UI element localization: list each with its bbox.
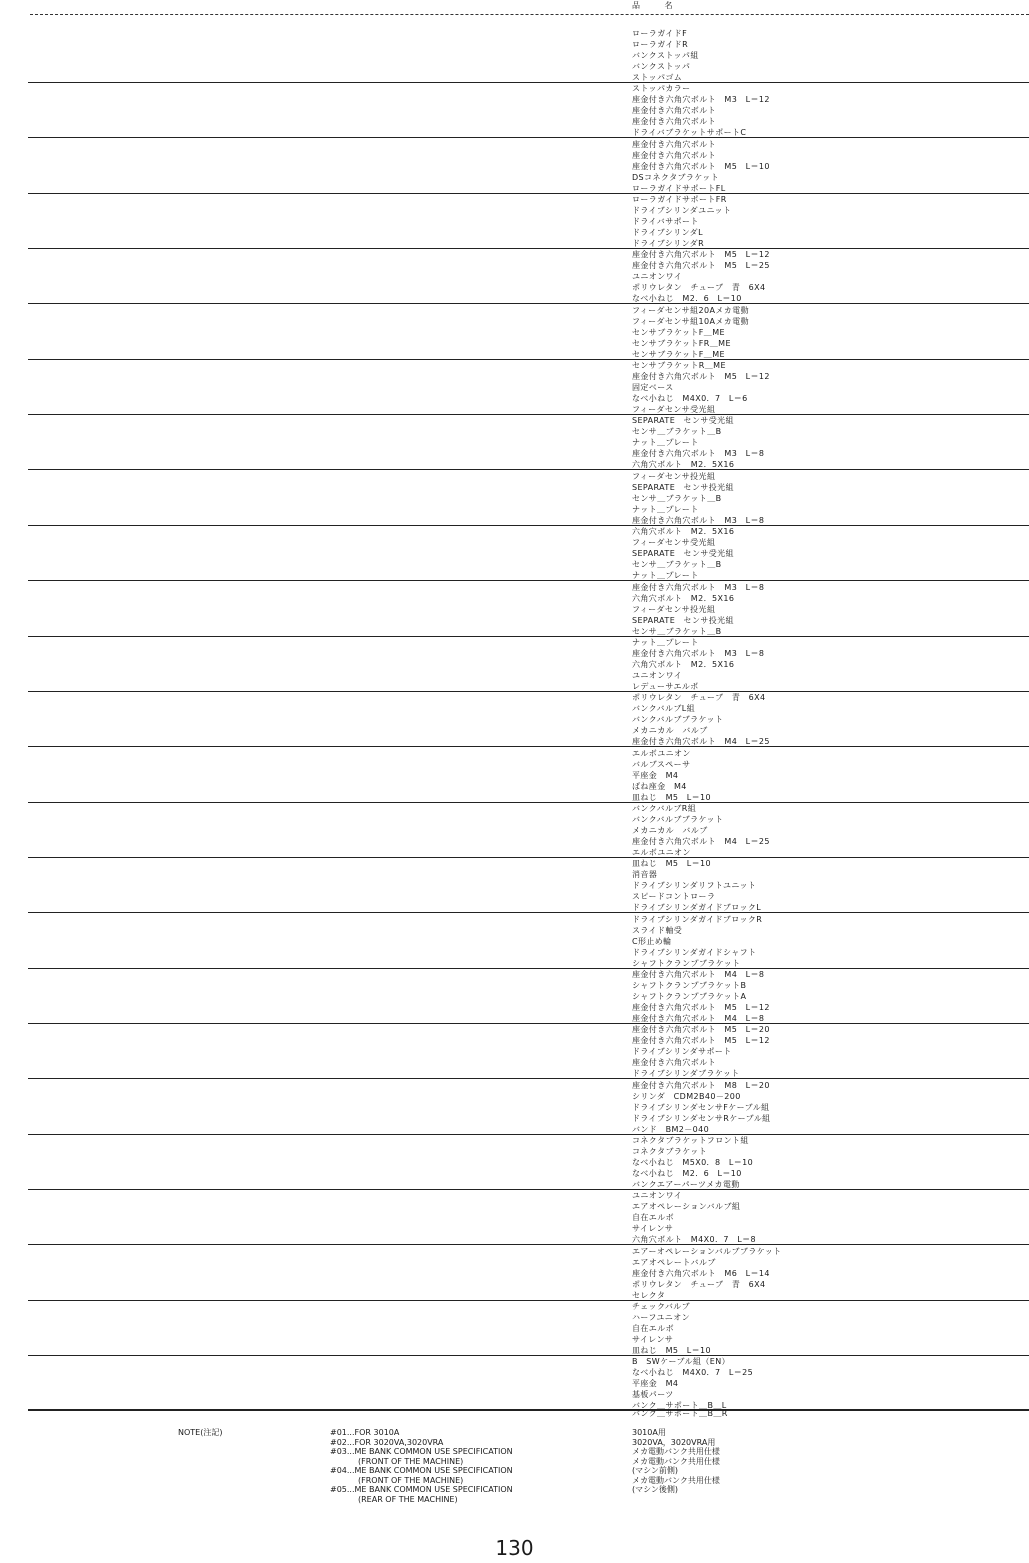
part-name: ユニオンワイ xyxy=(632,671,683,680)
part-name: ドライブシリンダセンサRケーブル組 xyxy=(632,1114,771,1123)
part-name: レデューサエルボ xyxy=(632,682,699,691)
part-name: メカニカル バルブ xyxy=(632,726,708,735)
part-name: ナット＿プレート xyxy=(632,505,699,514)
column-header-part-name: 品 名 xyxy=(632,1,684,10)
note-code-line: (REAR OF THE MACHINE) xyxy=(358,1494,458,1504)
part-name: バンド BM2－040 xyxy=(632,1125,710,1134)
part-name: センサブラケットF＿ME xyxy=(632,328,725,337)
part-name: スピードコントローラ xyxy=(632,892,716,901)
note-code-line: #02...FOR 3020VA,3020VRA xyxy=(330,1437,444,1447)
note-code-line: (FRONT OF THE MACHINE) xyxy=(358,1475,464,1485)
part-name: 平座金 M4 xyxy=(632,771,679,780)
part-name: ばね座金 M4 xyxy=(632,782,687,791)
part-name: センサブラケットF＿ME xyxy=(632,350,725,359)
parts-group xyxy=(28,29,1029,137)
parts-group xyxy=(28,970,1029,1078)
part-name: バンクエアーパーツメカ電動 xyxy=(632,1180,740,1189)
part-name: バンク＿サポート＿B＿L xyxy=(632,1401,727,1410)
part-name: シャフトクランプブラケットB xyxy=(632,981,747,990)
parts-group xyxy=(28,693,1029,801)
part-name: センサ＿ブラケット＿B xyxy=(632,627,722,636)
part-name: ナット＿プレート xyxy=(632,638,699,647)
part-name: 六角穴ボルト M2．5X16 xyxy=(632,460,735,469)
parts-group xyxy=(28,1191,1029,1299)
part-name: ポリウレタン チューブ 青 6X4 xyxy=(632,283,766,292)
part-name: ドライブシリンダユニット xyxy=(632,206,732,215)
parts-group xyxy=(28,583,1029,691)
part-name: バンクバルブR組 xyxy=(632,804,697,813)
part-name: ポリウレタン チューブ 青 6X4 xyxy=(632,1280,766,1289)
part-name: エアオペレーションバルブ組 xyxy=(632,1202,741,1211)
part-name: ドライブシリンダセンサFケーブル組 xyxy=(632,1103,770,1112)
part-name: エアーオペレーションバルブブラケット xyxy=(632,1247,782,1256)
part-name: ローラガイドサポートFL xyxy=(632,184,726,193)
parts-group xyxy=(28,361,1029,469)
part-name: SEPARATE センサ受光組 xyxy=(632,416,734,425)
parts-group xyxy=(28,749,1029,857)
part-name: 座金付き六角穴ボルト xyxy=(632,117,716,126)
part-name: ストッパカラー xyxy=(632,84,691,93)
part-name: ポリウレタン チューブ 青 6X4 xyxy=(632,693,766,702)
part-name: 平座金 M4 xyxy=(632,1379,679,1388)
parts-group xyxy=(28,915,1029,1023)
part-name: センサブラケットFR＿ME xyxy=(632,339,731,348)
part-name: シャフトクランプブラケット xyxy=(632,959,741,968)
part-name: バンクバルブL組 xyxy=(632,704,696,713)
part-name: なべ小ねじ M2．6 L＝10 xyxy=(632,294,742,303)
part-name: SEPARATE センサ投光組 xyxy=(632,483,734,492)
part-name: ナット＿プレート xyxy=(632,571,699,580)
page-number: 130 xyxy=(495,1536,534,1560)
part-name: ドライブシリンダガイドシャフト xyxy=(632,948,757,957)
part-name: 六角穴ボルト M2．5X16 xyxy=(632,594,735,603)
note-label: NOTE(注記) xyxy=(178,1428,223,1437)
part-name: B SWケーブル組（EN） xyxy=(632,1357,730,1366)
part-name: エルボユニオン xyxy=(632,848,691,857)
part-name: フィーダセンサ受光組 xyxy=(632,405,716,414)
part-name: ユニオンワイ xyxy=(632,1191,683,1200)
part-name: バンクバルブブラケット xyxy=(632,715,724,724)
part-name: 皿ねじ M5 L＝10 xyxy=(632,859,712,868)
part-name: フィーダセンサ組20Aメカ電動 xyxy=(632,306,750,315)
part-name: ドライバサポート xyxy=(632,217,699,226)
part-name: 自在エルボ xyxy=(632,1213,674,1222)
part-name: 皿ねじ M5 L＝10 xyxy=(632,793,712,802)
part-name: ストッパゴム xyxy=(632,73,683,82)
part-name: 六角穴ボルト M4X0．7 L＝8 xyxy=(632,1235,756,1244)
part-name: 座金付き六角穴ボルト M3 L＝12 xyxy=(632,95,770,104)
part-name: ナット＿プレート xyxy=(632,438,699,447)
part-name: 固定ベース xyxy=(632,383,674,392)
part-name: 座金付き六角穴ボルト M3 L＝8 xyxy=(632,449,765,458)
note-japanese-line: メカ電動バンク共用仕様 xyxy=(632,1475,720,1485)
part-name: センサ＿ブラケット＿B xyxy=(632,494,722,503)
part-name: センサブラケットR＿ME xyxy=(632,361,726,370)
part-name: メカニカル バルブ xyxy=(632,826,708,835)
part-name: ドライブシリンダR xyxy=(632,239,705,248)
parts-group xyxy=(28,472,1029,580)
note-code-line: #03...ME BANK COMMON USE SPECIFICATION xyxy=(330,1447,513,1456)
part-name: 座金付き六角穴ボルト xyxy=(632,106,716,115)
part-name: ローラガイドR xyxy=(632,40,689,49)
part-name: スライド軸受 xyxy=(632,926,683,935)
part-name: チェックバルブ xyxy=(632,1302,691,1311)
part-name: 座金付き六角穴ボルト M4 L＝8 xyxy=(632,970,765,979)
part-name: なべ小ねじ M5X0．8 L＝10 xyxy=(632,1158,754,1167)
part-name: サイレンサ xyxy=(632,1335,674,1344)
note-japanese-line: 3020VA，3020VRA用 xyxy=(632,1437,716,1447)
part-name: 座金付き六角穴ボルト M5 L＝12 xyxy=(632,1036,770,1045)
part-name: ローラガイドサポートFR xyxy=(632,195,727,204)
parts-group xyxy=(28,1247,1029,1355)
part-name: センサ＿ブラケット＿B xyxy=(632,427,722,436)
part-name: SEPARATE センサ受光組 xyxy=(632,549,734,558)
parts-group xyxy=(28,140,1029,248)
part-name: ドライブシリンダガイドブロックL xyxy=(632,903,762,912)
part-name: コネクタブラケットフロント組 xyxy=(632,1136,749,1145)
note-code-line: (FRONT OF THE MACHINE) xyxy=(358,1456,464,1466)
part-name: フィーダセンサ投光組 xyxy=(632,605,716,614)
header-dashed-rule xyxy=(30,14,1029,15)
part-name: 自在エルボ xyxy=(632,1324,674,1333)
part-name: 消音器 xyxy=(632,870,658,879)
parts-group xyxy=(28,1025,1029,1133)
part-name: セレクタ xyxy=(632,1291,666,1300)
part-name: シャフトクランプブラケットA xyxy=(632,992,747,1001)
part-name: 座金付き六角穴ボルト xyxy=(632,140,716,149)
part-name: 座金付き六角穴ボルト M3 L＝8 xyxy=(632,583,765,592)
note-codes-list xyxy=(330,1428,513,1504)
part-name: シリンダ CDM2B40－200 xyxy=(632,1092,741,1101)
parts-group xyxy=(28,1302,1029,1410)
part-name: コネクタブラケット xyxy=(632,1147,708,1156)
part-name: 座金付き六角穴ボルト M4 L＝25 xyxy=(632,737,770,746)
part-name: センサ＿ブラケット＿B xyxy=(632,560,722,569)
part-name: フィーダセンサ受光組 xyxy=(632,538,716,547)
parts-group xyxy=(28,250,1029,358)
part-name: 座金付き六角穴ボルト M5 L＝25 xyxy=(632,261,770,270)
part-name: ドライブシリンダブラケット xyxy=(632,1069,740,1078)
part-name: SEPARATE センサ投光組 xyxy=(632,616,734,625)
note-japanese-line: 3010A用 xyxy=(632,1428,666,1437)
part-name: 座金付き六角穴ボルト M5 L＝12 xyxy=(632,1003,770,1012)
part-name: 六角穴ボルト M2．5X16 xyxy=(632,527,735,536)
parts-group xyxy=(28,306,1029,414)
part-name: サイレンサ xyxy=(632,1224,674,1233)
part-name: ユニオンワイ xyxy=(632,272,683,281)
part-name: バンクストッパ xyxy=(632,62,691,71)
parts-group xyxy=(28,804,1029,912)
part-name: 座金付き六角穴ボルト M5 L＝10 xyxy=(632,162,770,171)
part-name: バンク＿サポート＿B＿R xyxy=(632,1409,728,1418)
note-japanese-line: メカ電動バンク共用仕様 xyxy=(632,1456,720,1466)
part-name: 座金付き六角穴ボルト xyxy=(632,151,716,160)
part-name: ドライブシリンダL xyxy=(632,228,703,237)
part-name: フィーダセンサ投光組 xyxy=(632,472,716,481)
parts-group xyxy=(28,195,1029,303)
part-name: バルブスペーサ xyxy=(632,760,691,769)
part-name: エアオペレートバルブ xyxy=(632,1258,716,1267)
parts-group xyxy=(28,84,1029,192)
parts-group xyxy=(28,859,1029,967)
part-name: 座金付き六角穴ボルト M5 L＝12 xyxy=(632,250,770,259)
part-name: フィーダセンサ組10Aメカ電動 xyxy=(632,317,750,326)
part-name: ドライブシリンダリフトユニット xyxy=(632,881,757,890)
part-name: 座金付き六角穴ボルト M8 L＝20 xyxy=(632,1081,770,1090)
part-name: ドライバブラケットサポートC xyxy=(632,128,747,137)
part-name: 六角穴ボルト M2．5X16 xyxy=(632,660,735,669)
part-name: 座金付き六角穴ボルト M6 L＝14 xyxy=(632,1269,770,1278)
note-japanese-line: (マシン後側) xyxy=(632,1485,679,1494)
note-code-line: #01...FOR 3010A xyxy=(330,1428,400,1437)
note-japanese-line: メカ電動バンク共用仕様 xyxy=(632,1447,720,1456)
parts-group xyxy=(28,1136,1029,1244)
part-name: 座金付き六角穴ボルト M5 L＝12 xyxy=(632,372,770,381)
note-japanese-list xyxy=(632,1428,720,1495)
part-name: 座金付き六角穴ボルト M3 L＝8 xyxy=(632,516,765,525)
part-name: なべ小ねじ M4X0．7 L＝25 xyxy=(632,1368,754,1377)
part-name: 座金付き六角穴ボルト M4 L＝8 xyxy=(632,1014,765,1023)
part-name: ドライブシリンダサポート xyxy=(632,1047,732,1056)
part-name: なべ小ねじ M4X0．7 L＝6 xyxy=(632,394,748,403)
part-name: バンクストッパ組 xyxy=(632,51,699,60)
part-name: ハーフユニオン xyxy=(632,1313,690,1322)
note-japanese-line: (マシン前側) xyxy=(632,1466,679,1475)
parts-group xyxy=(28,1081,1029,1189)
notes-section xyxy=(0,1428,1029,1504)
note-code-line: #04...ME BANK COMMON USE SPECIFICATION xyxy=(330,1466,513,1475)
part-name: DSコネクタブラケット xyxy=(632,173,720,182)
parts-group xyxy=(28,527,1029,635)
part-name: C形止め輪 xyxy=(632,937,672,946)
note-code-line: #05...ME BANK COMMON USE SPECIFICATION xyxy=(330,1485,513,1494)
part-name: 座金付き六角穴ボルト xyxy=(632,1058,716,1067)
parts-group xyxy=(28,416,1029,524)
parts-group xyxy=(28,638,1029,746)
part-name: バンクバルブブラケット xyxy=(632,815,724,824)
part-name: エルボユニオン xyxy=(632,749,691,758)
parts-group-last xyxy=(28,1409,1029,1421)
part-name: ローラガイドF xyxy=(632,29,688,38)
part-name: 皿ねじ M5 L＝10 xyxy=(632,1346,712,1355)
part-name: 座金付き六角穴ボルト M5 L＝20 xyxy=(632,1025,770,1034)
part-name: ドライブシリンダガイドブロックR xyxy=(632,915,763,924)
part-name: なべ小ねじ M2．6 L＝10 xyxy=(632,1169,742,1178)
part-name: 座金付き六角穴ボルト M4 L＝25 xyxy=(632,837,770,846)
part-name: 基板パーツ xyxy=(632,1390,674,1399)
part-name: 座金付き六角穴ボルト M3 L＝8 xyxy=(632,649,765,658)
